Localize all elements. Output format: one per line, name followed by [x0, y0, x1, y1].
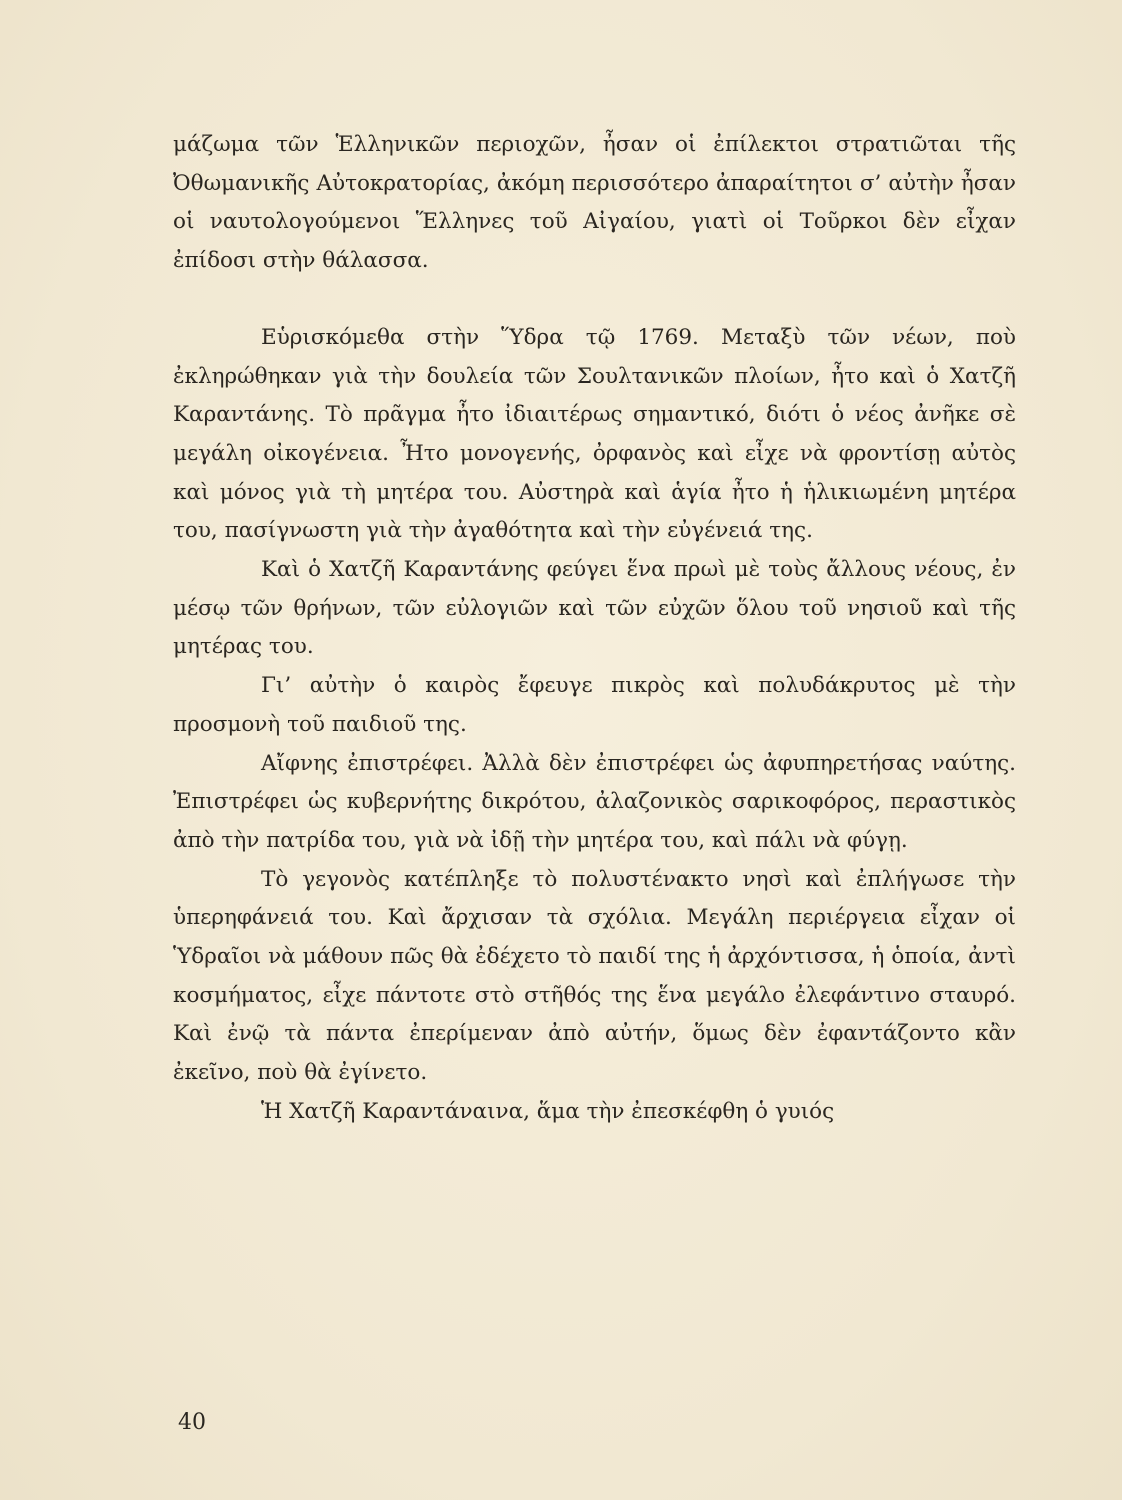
- paragraph-mother-visit: Ἡ Χατζῆ Καραντάναινα, ἅμα τὴν ἐπεσκέφθη ὁ γυιός: [261, 1098, 835, 1124]
- paragraph-hydra-1769: Εὑρισκόμεθα στὴν Ὕδρα τῷ 1769. Μεταξὺ τῶν νέων, ποὺ ἐκληρώθηκαν γιὰ τὴν δουλεία τῶν Σουλτανικῶν πλοίων, ἦτο καὶ ὁ Χατζῆ Καραντάνης. Τὸ πρᾶγμα ἦτο ἰδιαιτέρως σημαντικό, διότι ὁ νέος ἀνῆκε σὲ μεγάλη οἰκογένεια. Ἦτο μονογενής, ὀρφανὸς καὶ εἶχε νὰ φροντίσῃ αὐτὸς καὶ μόνος γιὰ τὴ μητέρα του. Αὐστηρὰ καὶ ἁγία ἦτο ἡ ἡλικιωμένη μητέρα του, πασίγνωστη γιὰ τὴν ἀγαθότητα καὶ τὴν εὐγένειά της.: [173, 324, 1016, 544]
- paragraph-departure: Καὶ ὁ Χατζῆ Καραντάνης φεύγει ἕνα πρωὶ μὲ τοὺς ἄλλους νέους, ἐν μέσῳ τῶν θρήνων, τῶν εὐλογιῶν καὶ τῶν εὐχῶν ὅλου τοῦ νησιοῦ καὶ τῆς μητέρας του.: [173, 557, 1016, 660]
- paragraph-return: Αἴφνης ἐπιστρέφει. Ἀλλὰ δὲν ἐπιστρέφει ὡς ἀφυπηρετήσας ναύτης. Ἐπιστρέφει ὡς κυβερνήτης δικρότου, ἀλαζονικὸς σαρικοφόρος, περαστικὸς ἀπὸ τὴν πατρίδα του, γιὰ νὰ ἰδῇ τὴν μητέρα του, καὶ πάλι νὰ φύγῃ.: [173, 750, 1016, 853]
- paragraph-island-reaction: Τὸ γεγονὸς κατέπληξε τὸ πολυστένακτο νησὶ καὶ ἐπλήγωσε τὴν ὑπερηφάνειά του. Καὶ ἄρχισαν τὰ σχόλια. Μεγάλη περιέργεια εἶχαν οἱ Ὑδραῖοι νὰ μάθουν πῶς θὰ ἐδέχετο τὸ παιδί της ἡ ἀρχόντισσα, ἡ ὁποία, ἀντὶ κοσμήματος, εἶχε πάντοτε στὸ στῆθός της ἕνα μεγάλο ἐλεφάντινο σταυρό. Καὶ ἐνῷ τὰ πάντα ἐπερίμεναν ἀπὸ αὐτήν, ὅμως δὲν ἐφαντάζοντο κἂν ἐκεῖνο, ποὺ θὰ ἐγίνετο.: [173, 866, 1016, 1086]
- page-number: 40: [178, 1410, 206, 1435]
- paragraph-continuation: μάζωμα τῶν Ἑλληνικῶν περιοχῶν, ἦσαν οἱ ἐπίλεκτοι στρατιῶται τῆς Ὀθωμανικῆς Αὐτοκρατορίας, ἀκόμη περισσότερο ἀπαραίτητοι σ’ αὐτὴν ἦσαν οἱ ναυτολογούμενοι Ἕλληνες τοῦ Αἰγαίου, γιατὶ οἱ Τοῦρκοι δὲν εἶχαν ἐπίδοσι στὴν θάλασσα.: [173, 132, 1016, 274]
- body-text: [173, 126, 1016, 1132]
- paragraph-waiting: Γι’ αὐτὴν ὁ καιρὸς ἔφευγε πικρὸς καὶ πολυδάκρυτος μὲ τὴν προσμονὴ τοῦ παιδιοῦ της.: [173, 673, 1016, 737]
